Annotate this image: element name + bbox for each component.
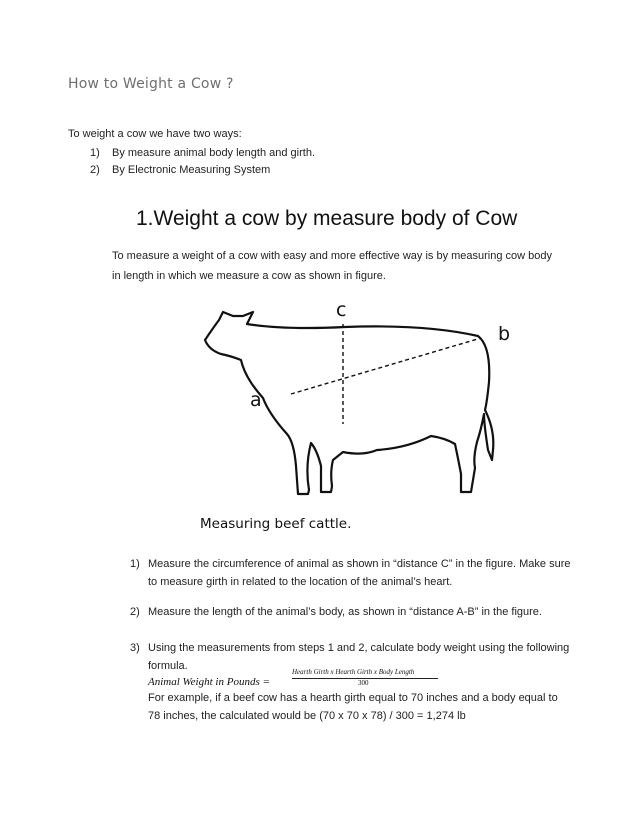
way-number: 2) <box>90 164 100 176</box>
step-text: Using the measurements from steps 1 and 2, calculate body weight using the following formula. <box>148 642 570 672</box>
cow-outline <box>205 312 493 494</box>
figure-caption: Measuring beef cattle. <box>200 516 352 532</box>
way-text: By measure animal body length and girth. <box>112 147 316 159</box>
label-a: a <box>250 389 262 411</box>
step-text: Measure the length of the animal’s body, as shown in “distance A-B” in the figure. <box>148 606 542 618</box>
intro-text: To weight a cow we have two ways: <box>68 128 242 140</box>
way-item-1 <box>90 147 315 159</box>
step-text: Measure the circumference of animal as shown in “distance C” in the figure. Make sure to measure girth in related to the location of the animal’s heart. <box>148 558 571 588</box>
way-number: 1) <box>90 147 100 159</box>
label-b: b <box>498 323 511 345</box>
cow-measurement-figure <box>195 290 525 535</box>
distance-ab-line <box>291 338 481 394</box>
formula-denominator: 300 <box>358 679 369 687</box>
step-2 <box>130 603 580 621</box>
way-text: By Electronic Measuring System <box>112 164 271 176</box>
label-c: c <box>336 299 347 321</box>
step-number: 3) <box>130 642 140 654</box>
example-text: For example, if a beef cow has a hearth girth equal to 70 inches and a body equal to 78 inches, the calculated would be (70 x 70 x 78) / 300 = 1,274 lb <box>148 692 558 722</box>
formula-numerator: Hearth Girth x Hearth Girth x Body Length <box>292 668 415 676</box>
formula-lhs: Animal Weight in Pounds = <box>148 676 270 688</box>
section-body: To measure a weight of a cow with easy and more effective way is by measuring cow body in length in which we measure a cow as shown in figure. <box>112 250 553 282</box>
section-heading: 1.Weight a cow by measure body of Cow <box>136 207 518 230</box>
step-number: 2) <box>130 606 140 618</box>
step-number: 1) <box>130 558 140 570</box>
document-title: How to Weight a Cow ? <box>68 76 234 92</box>
step-1 <box>130 555 580 591</box>
way-item-2 <box>90 164 270 176</box>
